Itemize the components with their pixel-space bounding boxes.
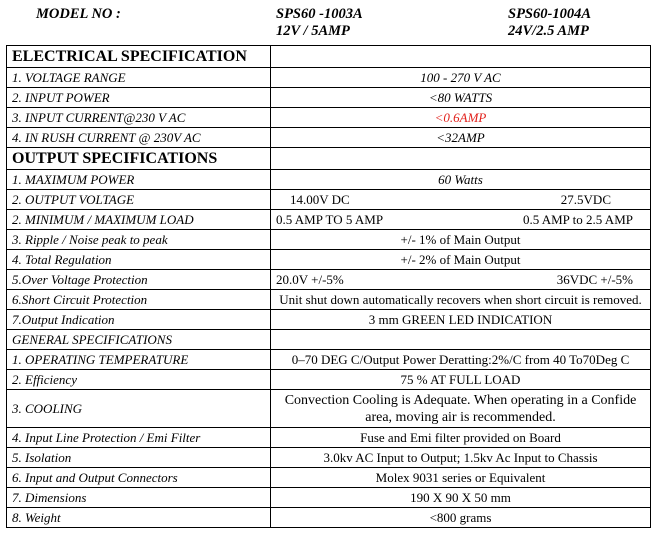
model-header [0, 0, 657, 44]
table-row [7, 350, 651, 370]
spec-value: 3 mm GREEN LED INDICATION [271, 310, 651, 330]
table-row [7, 88, 651, 108]
spec-label: 1. MAXIMUM POWER [7, 170, 271, 190]
spec-label: 1. VOLTAGE RANGE [7, 68, 271, 88]
spec-label: 6.Short Circuit Protection [7, 290, 271, 310]
spec-value: Fuse and Emi filter provided on Board [271, 428, 651, 448]
spec-label: 7.Output Indication [7, 310, 271, 330]
model-rating: 24V/2.5 AMP [508, 23, 589, 39]
spec-value-highlighted: <0.6AMP [271, 108, 651, 128]
spec-label: 4. IN RUSH CURRENT @ 230V AC [7, 128, 271, 148]
spec-label: 4. Total Regulation [7, 250, 271, 270]
spec-table [6, 45, 651, 528]
table-row [7, 428, 651, 448]
spec-label: 2. MINIMUM / MAXIMUM LOAD [7, 210, 271, 230]
spec-value-pair [271, 190, 651, 210]
table-row [7, 508, 651, 528]
spec-value: <800 grams [271, 508, 651, 528]
value-model-a: 14.00V DC [290, 192, 350, 207]
section-general [7, 330, 651, 350]
table-row [7, 190, 651, 210]
spec-value: Molex 9031 series or Equivalent [271, 468, 651, 488]
spec-value: +/- 2% of Main Output [271, 250, 651, 270]
table-row [7, 210, 651, 230]
spec-value: <80 WATTS [271, 88, 651, 108]
spec-label: 5.Over Voltage Protection [7, 270, 271, 290]
table-row [7, 310, 651, 330]
table-row [7, 170, 651, 190]
section-title: GENERAL SPECIFICATIONS [7, 330, 271, 350]
spec-value: 60 Watts [271, 170, 651, 190]
spec-label: 3. INPUT CURRENT@230 V AC [7, 108, 271, 128]
table-row [7, 250, 651, 270]
spec-label: 4. Input Line Protection / Emi Filter [7, 428, 271, 448]
table-row [7, 370, 651, 390]
spec-label: 8. Weight [7, 508, 271, 528]
spec-value: 190 X 90 X 50 mm [271, 488, 651, 508]
table-row [7, 270, 651, 290]
spec-label: 7. Dimensions [7, 488, 271, 508]
spec-label: 1. OPERATING TEMPERATURE [7, 350, 271, 370]
section-title: ELECTRICAL SPECIFICATION [7, 46, 271, 68]
model-no-label: MODEL NO : [36, 6, 121, 22]
value-model-a: 20.0V +/-5% [276, 272, 344, 287]
model-name: SPS60 -1003A [276, 6, 363, 22]
table-row [7, 290, 651, 310]
value-model-b: 27.5VDC [560, 192, 611, 207]
model-sps60-1003a [276, 6, 363, 40]
value-model-b: 0.5 AMP to 2.5 AMP [522, 212, 633, 227]
table-row [7, 488, 651, 508]
table-row [7, 448, 651, 468]
value-model-b: 36VDC +/-5% [556, 272, 633, 287]
table-row [7, 108, 651, 128]
table-row [7, 230, 651, 250]
spec-label: 2. INPUT POWER [7, 88, 271, 108]
spec-value: 0–70 DEG C/Output Power Deratting:2%/C from 40 To70Deg C [271, 350, 651, 370]
spec-label: 5. Isolation [7, 448, 271, 468]
spec-value: 3.0kv AC Input to Output; 1.5kv Ac Input to Chassis [271, 448, 651, 468]
section-electrical [7, 46, 651, 68]
spec-value-pair [271, 270, 651, 290]
spec-label: 3. COOLING [7, 390, 271, 428]
spec-label: 2. OUTPUT VOLTAGE [7, 190, 271, 210]
model-rating: 12V / 5AMP [276, 23, 350, 39]
table-row [7, 468, 651, 488]
value-model-a: 0.5 AMP TO 5 AMP [276, 212, 384, 227]
spec-label: 6. Input and Output Connectors [7, 468, 271, 488]
table-row [7, 68, 651, 88]
spec-label: 3. Ripple / Noise peak to peak [7, 230, 271, 250]
model-sps60-1004a [508, 6, 591, 40]
spec-value-pair [271, 210, 651, 230]
spec-value: Unit shut down automatically recovers when short circuit is removed. [271, 290, 651, 310]
spec-value: <32AMP [271, 128, 651, 148]
model-name: SPS60-1004A [508, 6, 591, 22]
spec-value: Convection Cooling is Adequate. When operating in a Confide area, moving air is recommended. [271, 390, 651, 428]
spec-value: +/- 1% of Main Output [271, 230, 651, 250]
section-title: OUTPUT SPECIFICATIONS [7, 148, 271, 170]
spec-label: 2. Efficiency [7, 370, 271, 390]
spec-value: 100 - 270 V AC [271, 68, 651, 88]
table-row [7, 390, 651, 428]
table-row [7, 128, 651, 148]
section-output [7, 148, 651, 170]
spec-value: 75 % AT FULL LOAD [271, 370, 651, 390]
